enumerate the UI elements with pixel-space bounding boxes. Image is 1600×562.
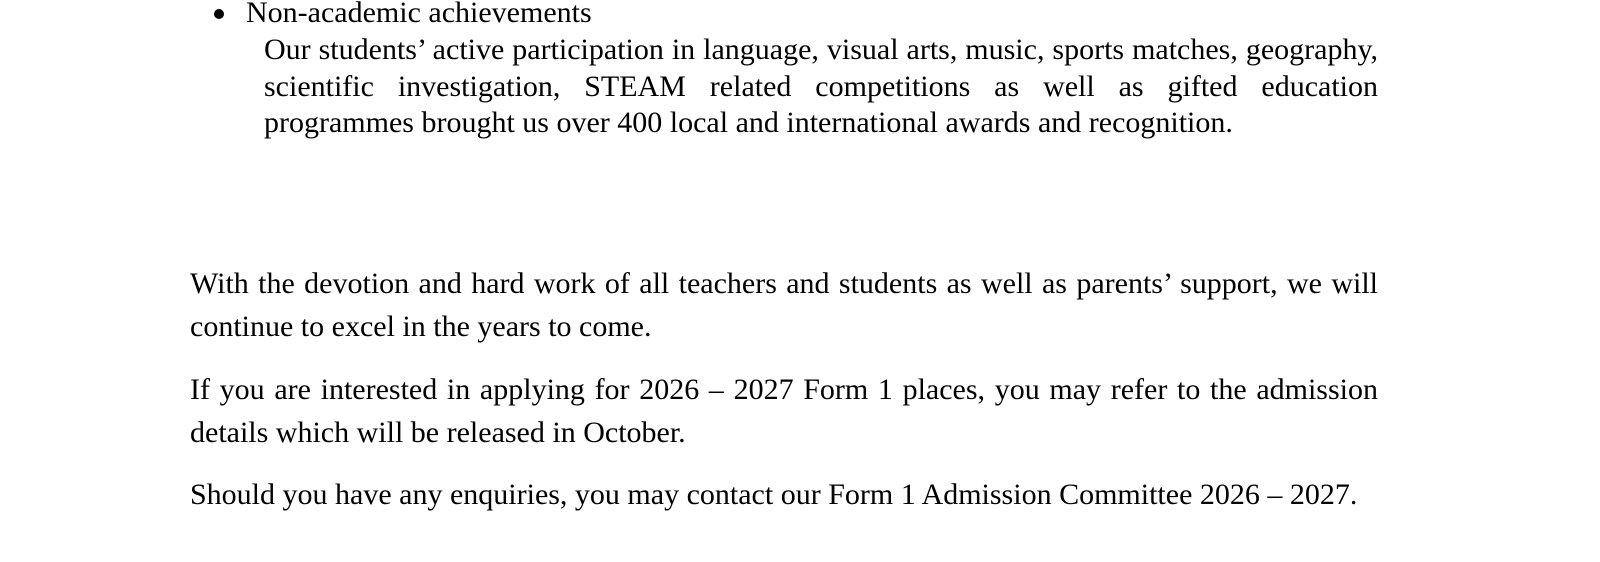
bullet-item-non-academic <box>208 0 1408 139</box>
bullet-dot-icon <box>214 9 224 19</box>
bullet-heading-row <box>208 0 1408 31</box>
bullet-body-text: Our students’ active participation in language, visual arts, music, sports matches, geography, scientific investigation, STEAM related competitions as well as gifted education programmes brought us over 400 local and international awards and recognition. <box>264 33 1378 139</box>
bullet-heading: Non-academic achievements <box>246 0 592 29</box>
paragraph-admission: If you are interested in applying for 2026 – 2027 Form 1 places, you may refer to the admission details which will be released in October. <box>190 373 1378 449</box>
paragraph-enquiries: Should you have any enquiries, you may contact our Form 1 Admission Committee 2026 – 2027. <box>190 478 1358 511</box>
paragraph-devotion: With the devotion and hard work of all teachers and students as well as parents’ support, we will continue to excel in the years to come. <box>190 267 1378 343</box>
